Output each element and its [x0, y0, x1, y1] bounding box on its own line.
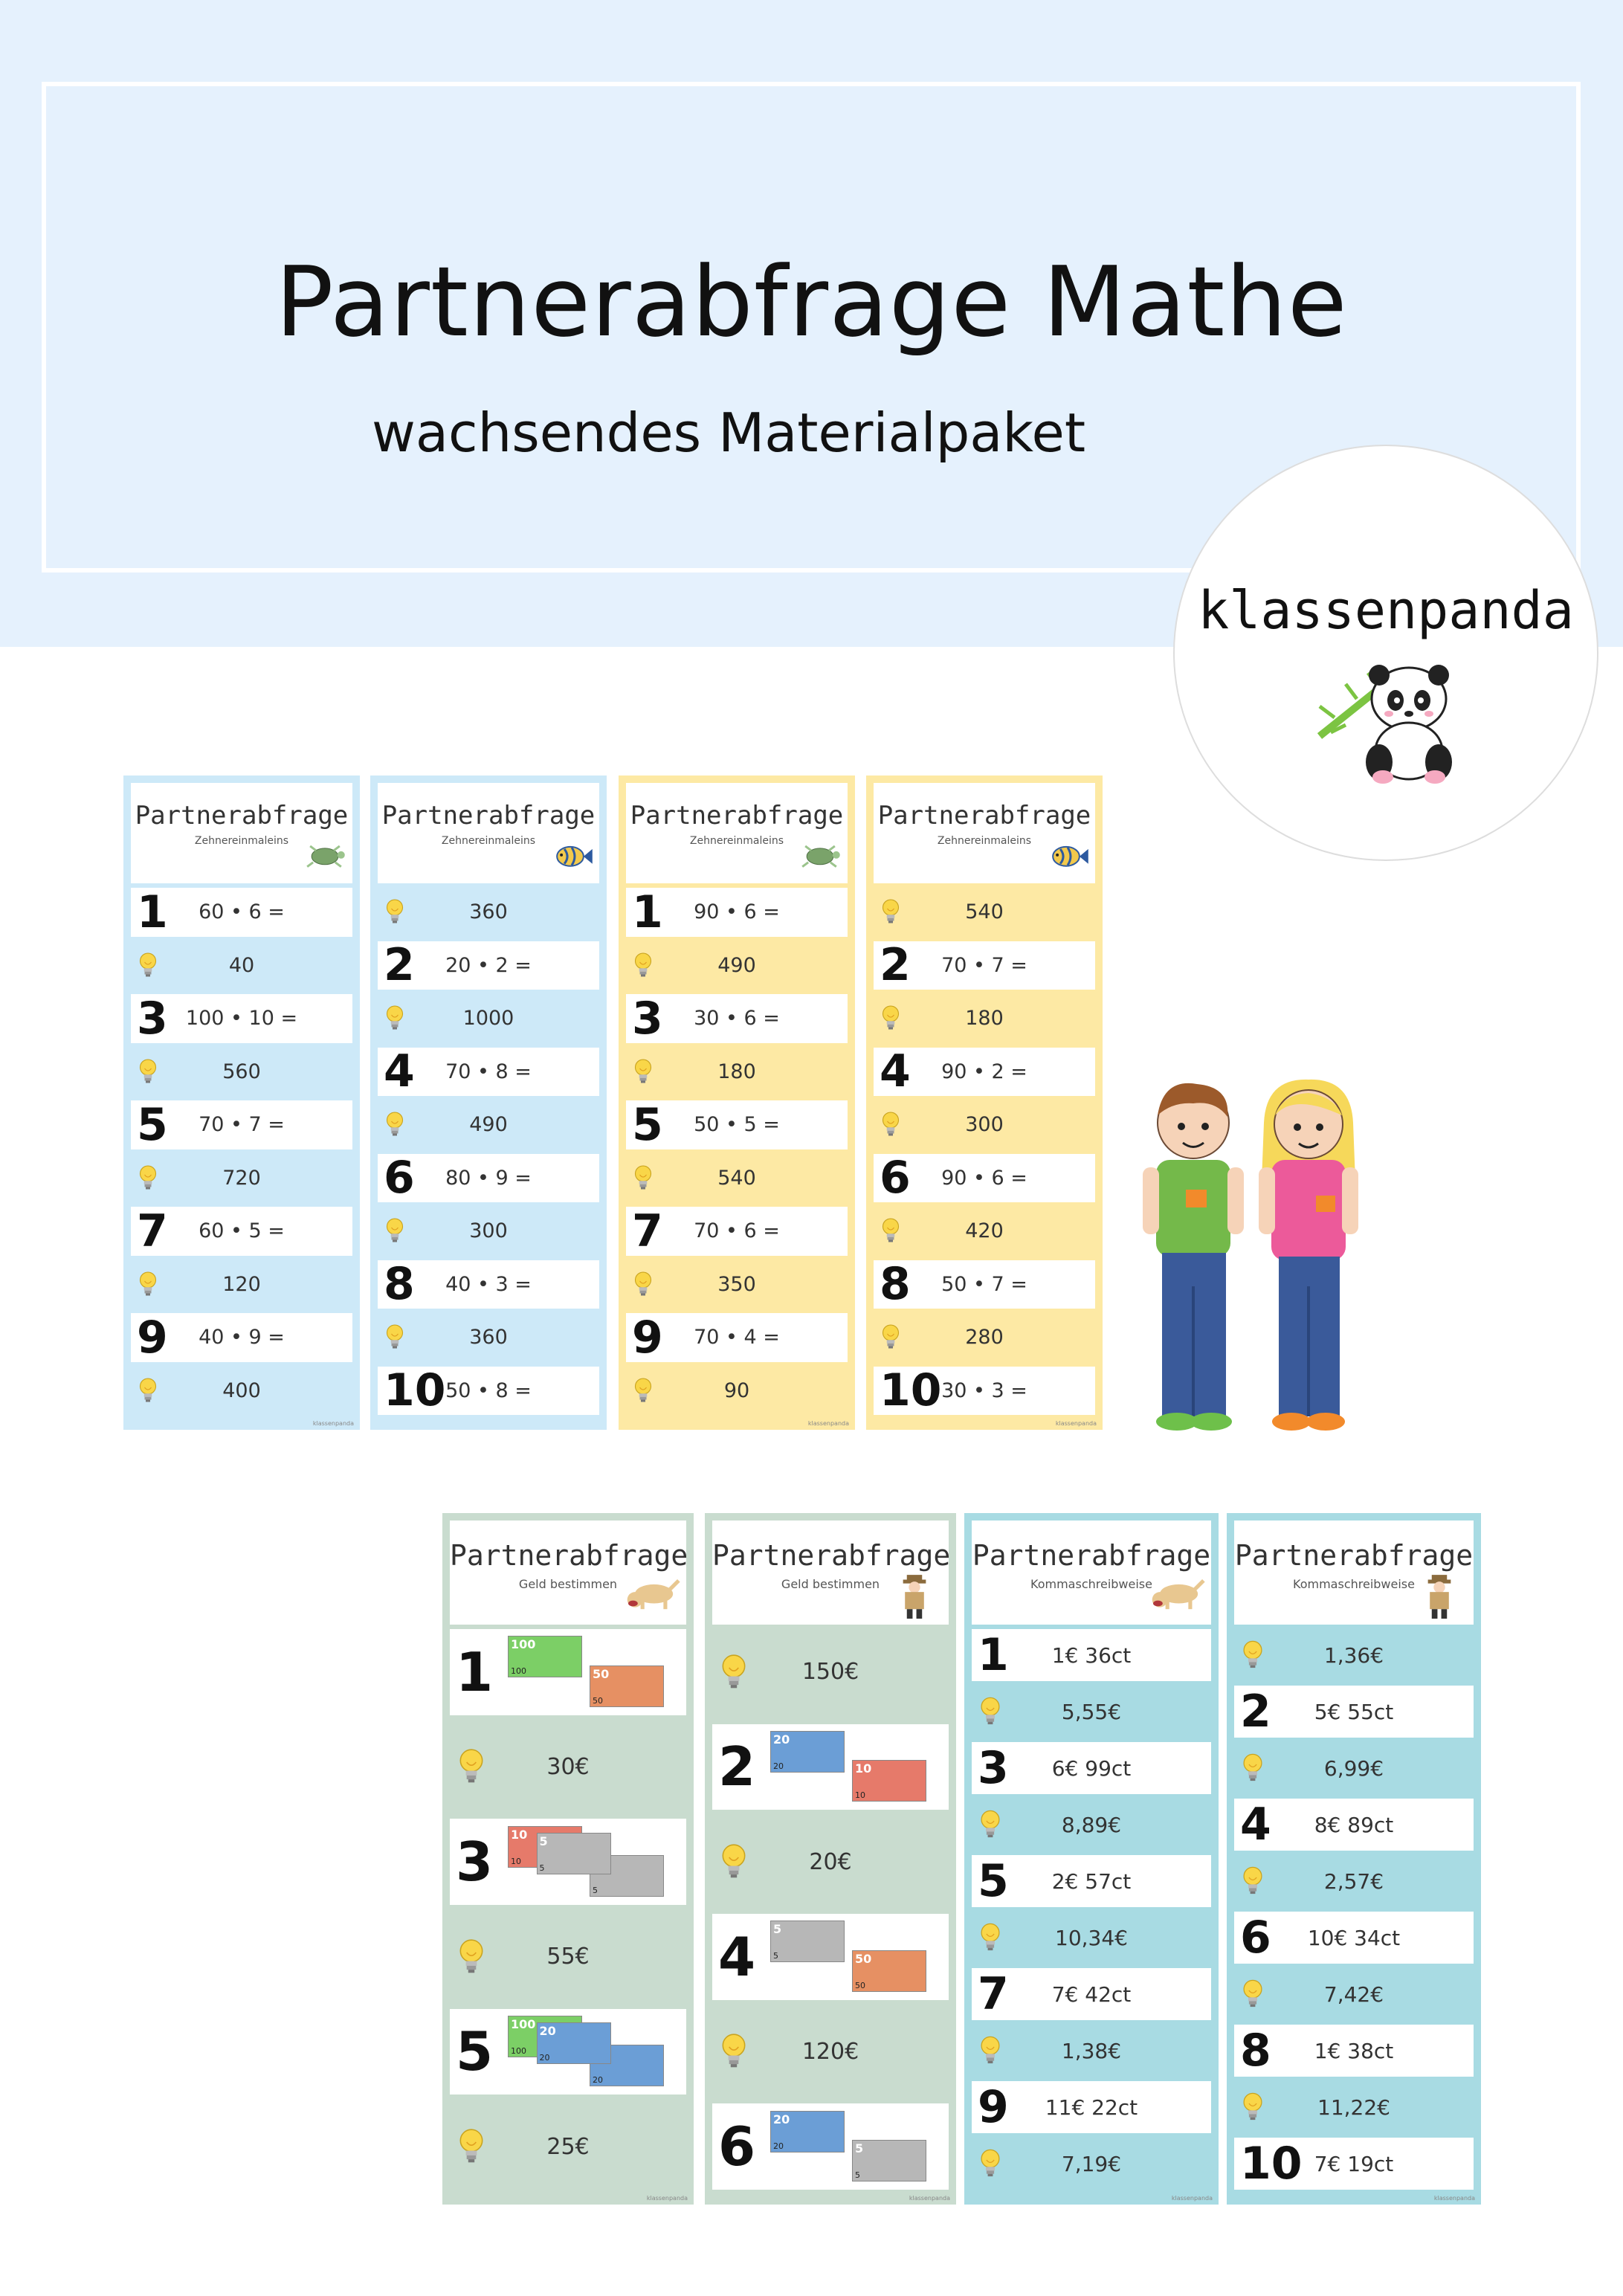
question-text: 50 • 8 =: [445, 1378, 532, 1402]
question-text: 6€ 99ct: [1051, 1755, 1132, 1781]
banknote-value: 100: [511, 2045, 526, 2056]
quiz-card: [370, 775, 607, 1430]
question-row: [378, 1154, 599, 1203]
question-text: 50 • 7 =: [941, 1272, 1027, 1296]
banknote-value: 5: [773, 1951, 778, 1961]
question-number: 3: [137, 992, 168, 1045]
card-footer: klassenpanda: [1433, 2195, 1475, 2202]
answer-row: [378, 1207, 599, 1256]
question-number: 2: [384, 939, 415, 992]
card-footer: klassenpanda: [1055, 1420, 1097, 1427]
answer-row: [626, 1048, 848, 1097]
question-row: [712, 1724, 949, 1810]
banknote-value: 20: [539, 2024, 556, 2039]
answer-text: 11,22€: [1317, 2095, 1390, 2120]
answer-text: 5,55€: [1061, 1699, 1122, 1724]
question-row: [972, 1742, 1211, 1794]
banknote-value: 5: [539, 1834, 548, 1848]
question-number: 6: [384, 1152, 415, 1205]
banknote-5: [852, 2140, 926, 2181]
answer-row: [131, 1367, 352, 1416]
card-subtitle: Kommaschreibweise: [1030, 1576, 1152, 1591]
question-number: 6: [718, 2115, 756, 2179]
answer-text: 360: [469, 900, 508, 924]
question-text: 5€ 55ct: [1314, 1699, 1394, 1724]
answer-row: [1234, 1742, 1474, 1794]
detective-icon: [885, 1571, 944, 1619]
answer-row: [626, 1154, 848, 1203]
card-subtitle: Kommaschreibweise: [1293, 1576, 1415, 1591]
answer-text: 40: [228, 953, 255, 977]
answer-row: [378, 1100, 599, 1149]
turtle-icon: [797, 840, 843, 877]
card-header: [378, 783, 599, 883]
quiz-card: [964, 1513, 1219, 2205]
banknote-value: 5: [855, 2170, 860, 2180]
banknote-value: 20: [773, 1732, 790, 1747]
question-row: [712, 1914, 949, 2000]
card-footer: klassenpanda: [646, 2195, 688, 2202]
dog-icon: [622, 1571, 682, 1619]
question-text: 7€ 19ct: [1314, 2151, 1394, 2176]
question-row: [874, 1154, 1095, 1203]
question-number: 4: [384, 1045, 415, 1098]
card-footer: klassenpanda: [807, 1420, 849, 1427]
question-row: [626, 888, 848, 937]
turtle-icon: [302, 840, 348, 877]
answer-text: 400: [222, 1378, 261, 1402]
answer-text: 6,99€: [1323, 1755, 1384, 1781]
question-row: [874, 1045, 1095, 1098]
card-title: Partnerabfrage: [972, 1539, 1211, 1573]
answer-text: 7,42€: [1323, 1981, 1384, 2007]
question-row: [378, 941, 599, 990]
question-number: 2: [718, 1735, 756, 1799]
question-text: 70 • 7 =: [199, 1113, 285, 1137]
card-header: [874, 783, 1095, 883]
answer-row: [972, 1686, 1211, 1738]
question-number: 5: [456, 2020, 494, 2083]
quiz-card: [1227, 1513, 1481, 2205]
answer-row: [972, 1799, 1211, 1851]
question-row: [1234, 2025, 1474, 2077]
question-text: 70 • 8 =: [445, 1060, 532, 1083]
answer-text: 300: [965, 1113, 1004, 1137]
dog-icon: [1147, 1571, 1207, 1619]
question-row: [972, 2081, 1211, 2133]
answer-text: 490: [469, 1113, 508, 1137]
banknote-value: 20: [593, 2075, 603, 2086]
question-number: 8: [1240, 2025, 1271, 2077]
question-text: 20 • 2 =: [445, 953, 532, 977]
question-text: 11€ 22ct: [1045, 2095, 1138, 2120]
quiz-card: [866, 775, 1103, 1430]
question-row: [874, 941, 1095, 990]
answer-row: [626, 941, 848, 990]
question-number: 2: [1240, 1686, 1271, 1738]
question-number: 8: [880, 1258, 911, 1311]
question-row: [378, 1260, 599, 1309]
question-number: 7: [632, 1205, 663, 1257]
question-row: [972, 1629, 1211, 1681]
banknote-20: [770, 1731, 845, 1773]
answer-text: 1,36€: [1323, 1642, 1384, 1668]
banknote-100: [508, 1636, 582, 1677]
answer-text: 1000: [462, 1007, 514, 1031]
question-text: 90 • 2 =: [941, 1060, 1027, 1083]
question-row: [378, 1364, 599, 1417]
card-footer: klassenpanda: [312, 1420, 354, 1427]
question-text: 10€ 34ct: [1307, 1925, 1401, 1950]
question-text: 8€ 89ct: [1314, 1812, 1394, 1837]
banknote-value: 20: [773, 2141, 784, 2151]
answer-row: [712, 1629, 949, 1715]
answer-text: 90: [723, 1378, 750, 1402]
question-text: 7€ 42ct: [1051, 1981, 1132, 2007]
question-row: [972, 1855, 1211, 1907]
question-number: 10: [1240, 2138, 1303, 2190]
question-row: [1234, 2138, 1474, 2190]
answer-row: [131, 941, 352, 990]
answer-text: 30€: [546, 1753, 590, 1780]
question-text: 2€ 57ct: [1051, 1868, 1132, 1894]
banknote-5: [537, 1833, 611, 1874]
banknote-50: [852, 1950, 926, 1992]
answer-row: [378, 1313, 599, 1362]
question-row: [131, 1100, 352, 1149]
question-number: 1: [632, 886, 663, 938]
answer-text: 7,19€: [1061, 2151, 1122, 2176]
question-text: 90 • 6 =: [941, 1166, 1027, 1190]
page-subtitle: wachsendes Materialpaket: [372, 402, 1086, 464]
question-text: 40 • 9 =: [199, 1326, 285, 1349]
banknote-value: 5: [773, 1922, 782, 1937]
answer-row: [874, 994, 1095, 1043]
question-row: [626, 994, 848, 1043]
answer-row: [626, 1367, 848, 1416]
question-number: 2: [880, 939, 911, 992]
brand-logo: [1173, 445, 1598, 861]
question-row: [131, 1207, 352, 1256]
answer-row: [450, 1914, 686, 2000]
question-number: 5: [137, 1098, 168, 1151]
card-subtitle: Zehnereinmaleins: [937, 834, 1032, 847]
card-subtitle: Zehnereinmaleins: [689, 834, 784, 847]
banknote-10: [852, 1760, 926, 1802]
question-text: 70 • 4 =: [694, 1326, 780, 1349]
question-row: [450, 1819, 686, 1905]
banknote-value: 10: [511, 1856, 521, 1866]
question-row: [874, 1260, 1095, 1309]
fish-icon: [1045, 840, 1091, 877]
question-row: [131, 994, 352, 1043]
banknote-20: [770, 2111, 845, 2152]
answer-text: 720: [222, 1166, 261, 1190]
answer-text: 280: [965, 1326, 1004, 1349]
question-row: [626, 1100, 848, 1149]
question-text: 60 • 6 =: [199, 900, 285, 924]
banknote-value: 100: [511, 1637, 536, 1652]
card-title: Partnerabfrage: [630, 801, 844, 831]
answer-text: 120€: [801, 2038, 859, 2065]
answer-row: [874, 1207, 1095, 1256]
page-title: Partnerabfrage Mathe: [275, 245, 1348, 358]
banknote-value: 100: [511, 1666, 526, 1677]
question-text: 90 • 6 =: [694, 900, 780, 924]
detective-icon: [1410, 1571, 1469, 1619]
card-title: Partnerabfrage: [381, 801, 596, 831]
answer-row: [972, 2025, 1211, 2077]
card-footer: klassenpanda: [909, 2195, 950, 2202]
card-title: Partnerabfrage: [877, 801, 1091, 831]
answer-row: [874, 1100, 1095, 1149]
answer-row: [712, 2009, 949, 2095]
answer-text: 150€: [801, 1659, 859, 1686]
answer-row: [131, 1260, 352, 1309]
question-number: 4: [718, 1925, 756, 1988]
question-number: 9: [978, 2081, 1009, 2133]
quiz-card: [619, 775, 855, 1430]
question-number: 7: [137, 1205, 168, 1257]
card-header: [712, 1521, 949, 1625]
answer-row: [450, 2103, 686, 2190]
question-row: [131, 1313, 352, 1362]
question-row: [874, 1364, 1095, 1417]
question-number: 10: [384, 1364, 446, 1417]
question-row: [450, 2009, 686, 2095]
answer-text: 540: [965, 900, 1004, 924]
card-header: [626, 783, 848, 883]
answer-row: [131, 1048, 352, 1097]
answer-text: 10,34€: [1055, 1925, 1128, 1950]
question-row: [131, 888, 352, 937]
answer-row: [972, 1912, 1211, 1964]
card-subtitle: Zehnereinmaleins: [441, 834, 536, 847]
question-number: 6: [1240, 1912, 1271, 1964]
question-row: [378, 1045, 599, 1098]
answer-row: [1234, 2081, 1474, 2133]
card-title: Partnerabfrage: [135, 801, 349, 831]
answer-text: 540: [717, 1166, 756, 1190]
banknote-value: 10: [511, 1827, 528, 1842]
answer-text: 120: [222, 1272, 261, 1296]
question-row: [626, 1207, 848, 1256]
banknote-value: 10: [855, 1790, 865, 1801]
card-title: Partnerabfrage: [1234, 1539, 1474, 1573]
question-text: 100 • 10 =: [185, 1007, 298, 1031]
question-number: 6: [880, 1152, 911, 1205]
question-text: 30 • 3 =: [941, 1378, 1027, 1402]
banknote-value: 20: [773, 2112, 790, 2126]
banknote-value: 50: [855, 1951, 872, 1966]
answer-row: [874, 888, 1095, 937]
question-number: 5: [632, 1098, 663, 1151]
card-header: [131, 783, 352, 883]
banknote-value: 50: [593, 1666, 610, 1681]
kids-illustration: [1134, 1071, 1372, 1435]
quiz-card: [705, 1513, 956, 2205]
banknote-value: 50: [855, 1980, 865, 1990]
answer-row: [450, 1724, 686, 1810]
question-text: 60 • 5 =: [199, 1219, 285, 1243]
answer-text: 2,57€: [1323, 1868, 1384, 1894]
card-footer: klassenpanda: [1171, 2195, 1213, 2202]
question-number: 5: [978, 1855, 1009, 1907]
answer-text: 8,89€: [1061, 1812, 1122, 1837]
banknote-value: 20: [539, 2053, 550, 2063]
answer-row: [1234, 1968, 1474, 2020]
question-number: 1: [137, 886, 168, 938]
card-header: [1234, 1521, 1474, 1625]
answer-text: 1,38€: [1061, 2038, 1122, 2063]
card-header: [972, 1521, 1211, 1625]
card-subtitle: Geld bestimmen: [518, 1576, 618, 1591]
answer-text: 360: [469, 1326, 508, 1349]
question-row: [1234, 1799, 1474, 1851]
question-number: 4: [1240, 1799, 1271, 1851]
answer-row: [626, 1260, 848, 1309]
question-number: 4: [880, 1045, 911, 1098]
answer-text: 25€: [546, 2133, 590, 2160]
question-text: 80 • 9 =: [445, 1166, 532, 1190]
answer-row: [1234, 1855, 1474, 1907]
banknote-5: [770, 1921, 845, 1962]
banknote-value: 5: [593, 1885, 598, 1895]
panda-icon: [1305, 647, 1483, 788]
question-text: 70 • 7 =: [941, 953, 1027, 977]
question-text: 1€ 36ct: [1051, 1642, 1132, 1668]
question-row: [1234, 1686, 1474, 1738]
question-row: [712, 2103, 949, 2190]
answer-row: [972, 2138, 1211, 2190]
question-text: 40 • 3 =: [445, 1272, 532, 1296]
question-row: [1234, 1912, 1474, 1964]
banknote-value: 100: [511, 2016, 536, 2031]
question-row: [972, 1968, 1211, 2020]
question-number: 1: [978, 1629, 1009, 1681]
answer-row: [378, 994, 599, 1043]
banknote-value: 50: [593, 1695, 603, 1706]
answer-text: 350: [717, 1272, 756, 1296]
banknote-value: 5: [539, 1863, 545, 1873]
card-subtitle: Zehnereinmaleins: [194, 834, 289, 847]
question-row: [450, 1629, 686, 1715]
question-number: 10: [880, 1364, 942, 1417]
card-title: Partnerabfrage: [450, 1539, 688, 1573]
answer-row: [1234, 1629, 1474, 1681]
question-row: [626, 1313, 848, 1362]
question-number: 3: [978, 1742, 1009, 1794]
answer-text: 560: [222, 1060, 261, 1083]
fish-icon: [549, 840, 595, 877]
card-header: [450, 1521, 686, 1625]
banknote-value: 10: [855, 1761, 872, 1776]
question-number: 7: [978, 1968, 1009, 2020]
brand-name: klassenpanda: [1198, 580, 1574, 641]
answer-row: [712, 1819, 949, 1905]
question-text: 50 • 5 =: [694, 1113, 780, 1137]
answer-text: 300: [469, 1219, 508, 1243]
banknote-50: [590, 1665, 664, 1707]
answer-row: [131, 1154, 352, 1203]
answer-text: 20€: [809, 1848, 852, 1875]
answer-text: 490: [717, 953, 756, 977]
answer-row: [874, 1313, 1095, 1362]
card-subtitle: Geld bestimmen: [781, 1576, 880, 1591]
banknote-20: [537, 2022, 611, 2064]
question-text: 1€ 38ct: [1314, 2038, 1394, 2063]
banknote-value: 5: [855, 2141, 864, 2155]
question-number: 9: [137, 1311, 168, 1364]
answer-text: 180: [717, 1060, 756, 1083]
quiz-card: [442, 1513, 694, 2205]
answer-row: [378, 888, 599, 937]
answer-text: 420: [965, 1219, 1004, 1243]
card-title: Partnerabfrage: [712, 1539, 951, 1573]
question-number: 8: [384, 1258, 415, 1311]
question-number: 9: [632, 1311, 663, 1364]
question-text: 30 • 6 =: [694, 1007, 780, 1031]
answer-text: 180: [965, 1007, 1004, 1031]
question-number: 3: [632, 992, 663, 1045]
quiz-card: [123, 775, 360, 1430]
question-text: 70 • 6 =: [694, 1219, 780, 1243]
answer-text: 55€: [546, 1944, 590, 1970]
banknote-value: 20: [773, 1761, 784, 1771]
question-number: 1: [456, 1640, 494, 1703]
question-number: 3: [456, 1831, 494, 1894]
